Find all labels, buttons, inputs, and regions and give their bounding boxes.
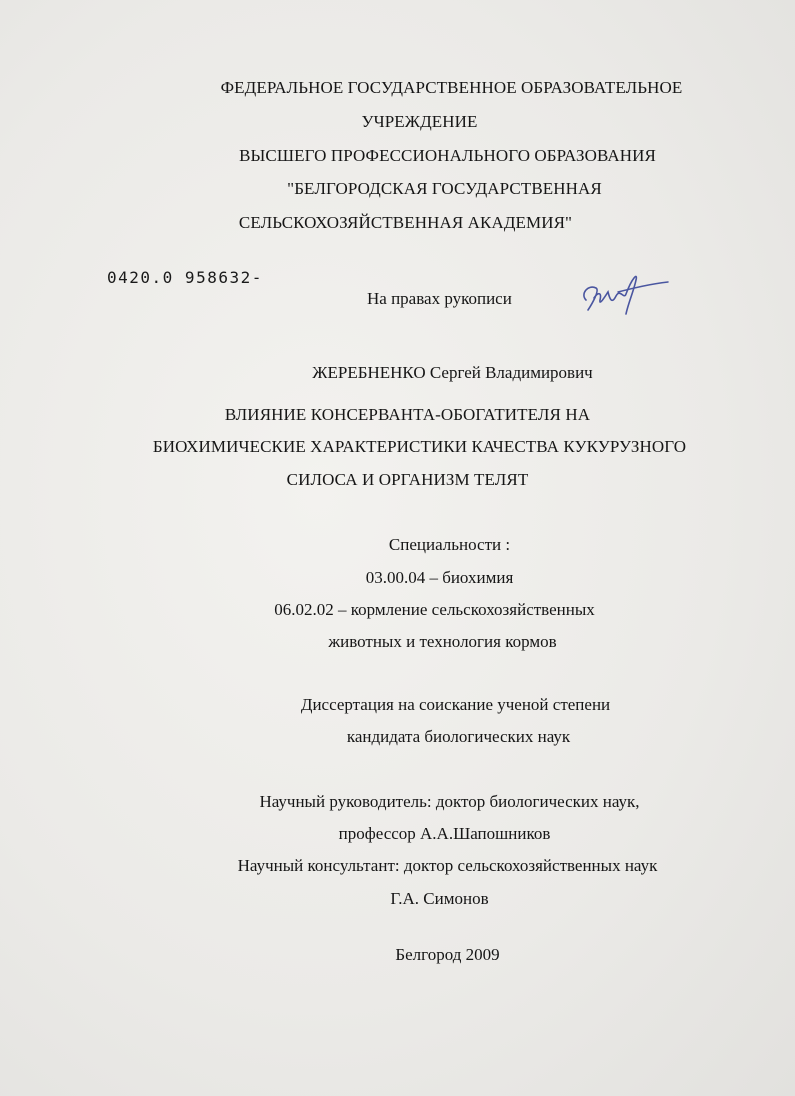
thesis-title-line-1: ВЛИЯНИЕ КОНСЕРВАНТА-ОБОГАТИТЕЛЯ НА [224,405,591,424]
degree-line-2: кандидата биологических наук [346,727,571,746]
specialty-2-line-1: 06.02.02 – кормление сельскохозяйственных [274,600,595,619]
institution-line-4: "БЕЛГОРОДСКАЯ ГОСУДАРСТВЕННАЯ [287,179,602,198]
handwritten-signature-icon [576,270,672,322]
institution-line-2: УЧРЕЖДЕНИЕ [361,112,478,131]
consultant-line: Научный консультант: доктор сельскохозяйственных наук [237,856,658,875]
specialty-1: 03.00.04 – биохимия [365,568,514,587]
thesis-title-line-3: СИЛОСА И ОРГАНИЗМ ТЕЛЯТ [286,470,529,489]
library-stamp-number: 0420.0 958632- [107,268,263,287]
rights-note: На правах рукописи [367,289,512,308]
specialties-heading: Специальности : [388,535,511,554]
degree-line-1: Диссертация на соискание ученой степени [300,695,611,714]
consultant-name: Г.А. Симонов [390,889,489,908]
specialty-2-line-2: животных и технология кормов [328,632,557,651]
institution-line-5: СЕЛЬСКОХОЗЯЙСТВЕННАЯ АКАДЕМИЯ" [238,213,573,232]
place-year: Белгород 2009 [395,945,500,964]
institution-line-3: ВЫСШЕГО ПРОФЕССИОНАЛЬНОГО ОБРАЗОВАНИЯ [239,146,656,165]
supervisor-name: профессор А.А.Шапошников [338,824,551,843]
institution-line-1: ФЕДЕРАЛЬНОЕ ГОСУДАРСТВЕННОЕ ОБРАЗОВАТЕЛЬНОЕ [220,78,683,97]
supervisor-line: Научный руководитель: доктор биологических наук, [259,792,640,811]
author-name: ЖЕРЕБНЕНКО Сергей Владимирович [312,363,593,382]
thesis-title-line-2: БИОХИМИЧЕСКИЕ ХАРАКТЕРИСТИКИ КАЧЕСТВА КУКУРУЗНОГО [152,437,687,456]
